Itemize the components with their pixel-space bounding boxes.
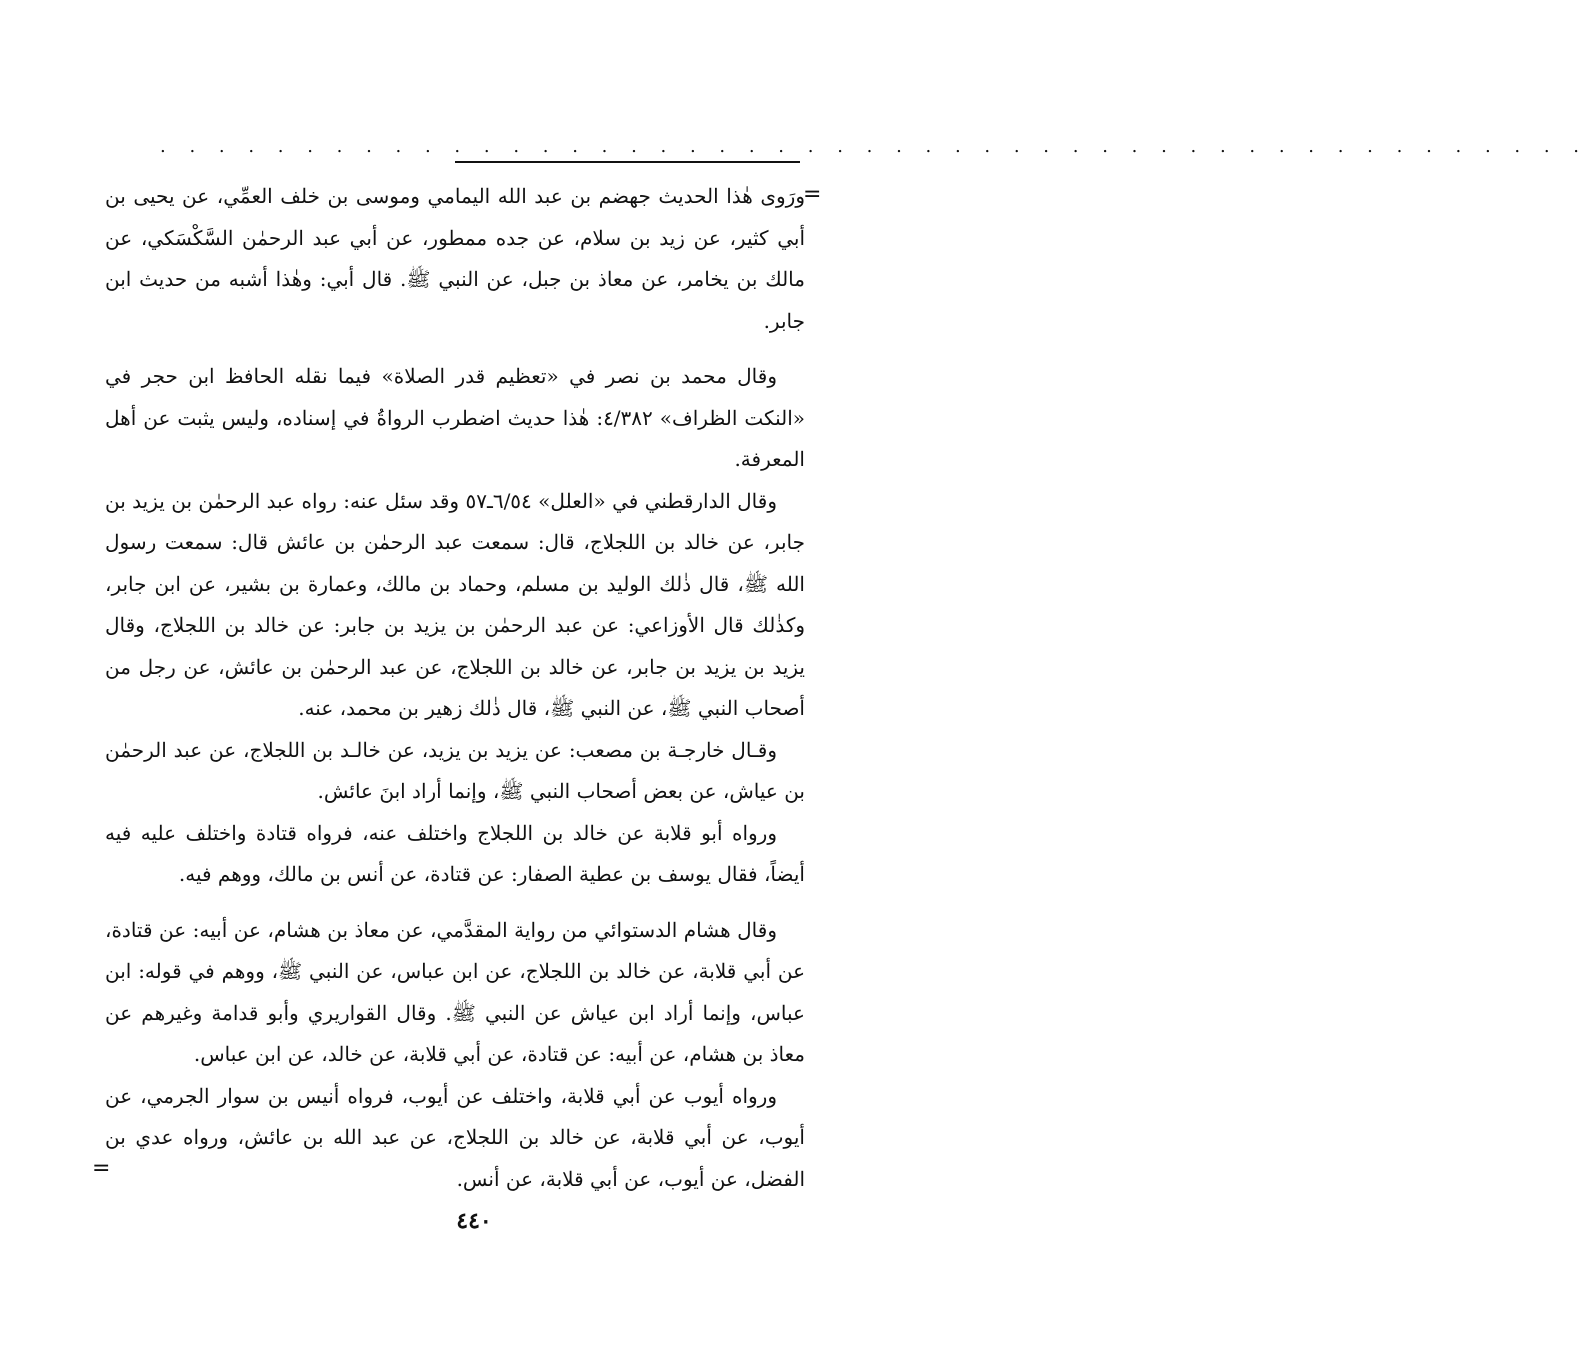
page-number: ٤٤٠ [456,1208,492,1234]
separator-dots: . . . . . . . . . . . . . . . . . . . . . . . . . . . . . . . . . . . . . . . . . . . . . . . . . [160,136,1588,157]
footnote-rule [455,161,800,163]
paragraph: وقال محمد بن نصر في «تعظيم قدر الصلاة» فيما نقله الحافظ ابن حجر في «النكت الظراف» ٤/٣٨٢: هٰذا حديث اضطرب الرواةُ في إسناده، وليس يثبت عن أهل المعرفة. [105,364,805,471]
paragraph: وقال هشام الدستوائي من رواية المقدَّمي، عن معاذ بن هشام، عن أبيه: عن قتادة، عن أبي قلابة، عن خالد بن اللجلاج، عن ابن عباس، عن النبي ﷺ، ووهم في قوله: ابن عباس، وإنما أراد ابن عياش عن النبي ﷺ. وقال القواريري وأبو قدامة وغيرهم عن معاذ بن هشام، عن أبيه: عن قتادة، عن أبي قلابة، عن خالد، عن ابن عباس. [105,917,805,1066]
continuation-mark-top: = [803,182,822,207]
paragraph: وقـال خارجـة بن مصعب: عن يزيد بن يزيد، عن خالـد بن اللجلاج، عن عبد الرحمٰن بن عياش، عن بعض أصحاب النبي ﷺ، وإنما أراد ابنَ عائش. [105,737,805,803]
continuation-mark-bottom: = [92,1156,111,1181]
paragraph: ورواه أبو قلابة عن خالد بن اللجلاج واختلف عنه، فرواه قتادة واختلف عليه فيه أيضاً، فقال يوسف بن عطية الصفار: عن قتادة، عن أنس بن مالك، ووهم فيه. [105,820,805,886]
paragraph: ورَوى هٰذا الحديث جهضم بن عبد الله اليمامي وموسى بن خلف العمِّي، عن يحيى بن أبي كثير، عن زيد بن سلام، عن جده ممطور، عن أبي عبد الرحمٰن السَّكْسَكي، عن مالك بن يخامر، عن معاذ بن جبل، عن النبي ﷺ. قال أبي: وهٰذا أشبه من حديث ابن جابر. [105,184,806,333]
paragraph: ورواه أيوب عن أبي قلابة، واختلف عن أيوب، فرواه أنيس بن سوار الجرمي، عن أيوب، عن أبي قلابة، عن خالد بن اللجلاج، عن عبد الله بن عائش، ورواه عدي بن الفضل، عن أيوب، عن أبي قلابة، عن أنس. [105,1083,805,1191]
paragraph: وقال الدارقطني في «العلل» ٦/٥٤ـ٥٧ وقد سئل عنه: رواه عبد الرحمٰن بن يزيد بن جابر، عن خالد بن اللجلاج، قال: سمعت عبد الرحمٰن بن عائش قال: سمعت رسول الله ﷺ، قال ذٰلك الوليد بن مسلم، وحماد بن مالك، وعمارة بن بشير، عن ابن جابر، وكذٰلك قال الأوزاعي: عن عبد الرحمٰن بن يزيد بن جابر: عن خالد بن اللجلاج، وقال يزيد بن يزيد بن جابر، عن خالد بن اللجلاج، عن عبد الرحمٰن بن عائش، عن رجل من أصحاب النبي ﷺ، عن النبي ﷺ، قال ذٰلك زهير بن محمد، عنه. [105,488,805,720]
footnote-body [105,176,805,1200]
